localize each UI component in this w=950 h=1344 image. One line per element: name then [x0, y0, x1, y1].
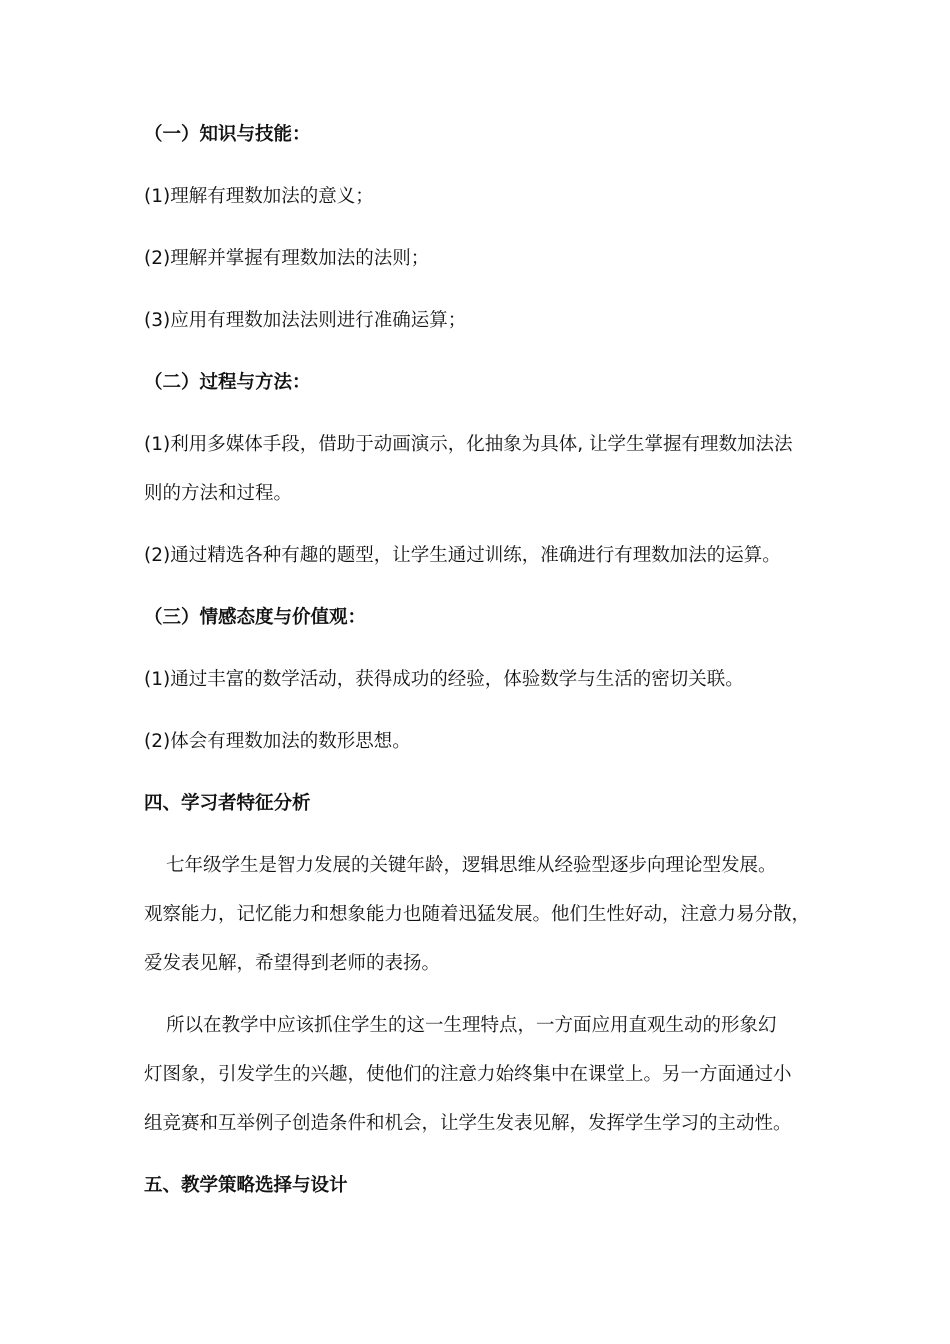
objective-item: (3)应用有理数加法法则进行准确运算； — [144, 310, 467, 331]
objective-item: (2)体会有理数加法的数形思想。 — [144, 731, 411, 752]
objective-item: (1)通过丰富的数学活动，获得成功的经验，体验数学与生活的密切关联。 — [144, 669, 744, 690]
paragraph-line: 组竞赛和互举例子创造条件和机会，让学生发表见解，发挥学生学习的主动性。 — [144, 1113, 792, 1134]
paragraph-line: 灯图象，引发学生的兴趣，使他们的注意力始终集中在课堂上。另一方面通过小 — [144, 1064, 792, 1085]
section-heading-attitude-values: （三）情感态度与价值观： — [144, 607, 367, 628]
section-heading-knowledge-skills: （一）知识与技能： — [144, 124, 311, 145]
objective-item: (1)利用多媒体手段，借助于动画演示，化抽象为具体, 让学生掌握有理数加法法 — [144, 434, 793, 455]
objective-item: (1)理解有理数加法的意义； — [144, 186, 374, 207]
paragraph-line: 七年级学生是智力发展的关键年龄，逻辑思维从经验型逐步向理论型发展。 — [166, 855, 777, 876]
paragraph-line: 爱发表见解，希望得到老师的表扬。 — [144, 953, 441, 974]
objective-item: (2)通过精选各种有趣的题型，让学生通过训练，准确进行有理数加法的运算。 — [144, 545, 781, 566]
section-heading-learner-analysis: 四、学习者特征分析 — [144, 793, 311, 814]
objective-item-continued: 则的方法和过程。 — [144, 483, 293, 504]
section-heading-teaching-strategy: 五、教学策略选择与设计 — [144, 1175, 348, 1196]
objective-item: (2)理解并掌握有理数加法的法则； — [144, 248, 430, 269]
section-heading-process-method: （二）过程与方法： — [144, 372, 311, 393]
paragraph-line: 所以在教学中应该抓住学生的这一生理特点，一方面应用直观生动的形象幻 — [166, 1015, 777, 1036]
paragraph-line: 观察能力，记忆能力和想象能力也随着迅猛发展。他们生性好动，注意力易分散， — [144, 904, 811, 925]
